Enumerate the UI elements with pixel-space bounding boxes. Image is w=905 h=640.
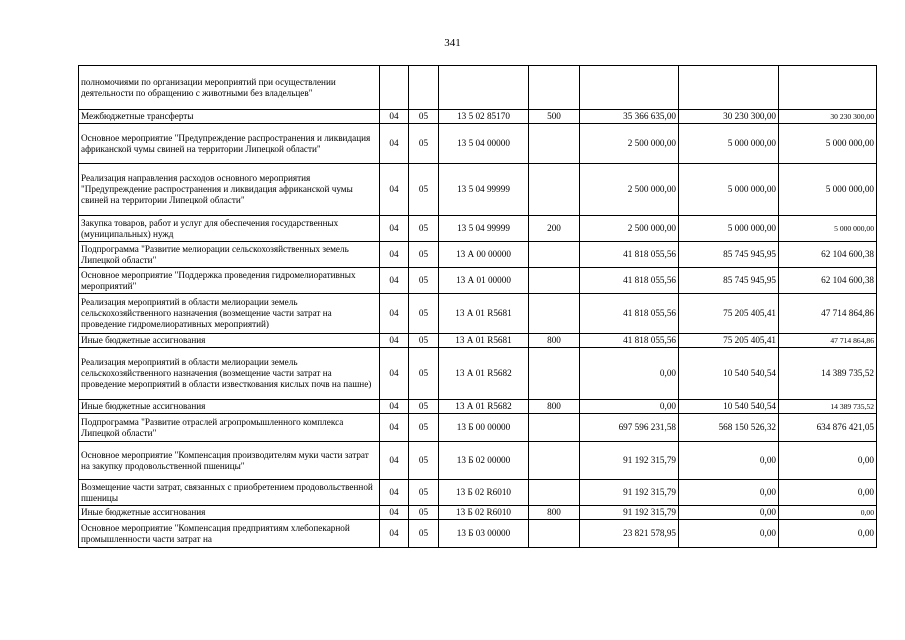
amount-year3-cell: 0,00 (779, 520, 877, 548)
amount-year1-cell: 41 818 055,56 (580, 334, 679, 348)
amount-year1-cell (580, 66, 679, 110)
subsection-code-cell: 05 (409, 110, 439, 124)
amount-year3-cell (779, 66, 877, 110)
table-row (79, 294, 877, 334)
amount-year2-cell: 85 745 945,95 (679, 242, 779, 268)
table-row (79, 242, 877, 268)
amount-year1-cell: 41 818 055,56 (580, 294, 679, 334)
amount-year1-cell: 0,00 (580, 348, 679, 400)
subsection-code-cell: 05 (409, 506, 439, 520)
amount-year1-cell: 23 821 578,95 (580, 520, 679, 548)
target-article-cell: 13 5 04 99999 (439, 216, 529, 242)
expense-type-cell: 200 (529, 216, 580, 242)
amount-year2-cell: 568 150 526,32 (679, 414, 779, 442)
section-code-cell: 04 (380, 242, 409, 268)
section-code-cell: 04 (380, 268, 409, 294)
target-article-cell: 13 5 04 00000 (439, 124, 529, 164)
table-body (79, 66, 877, 548)
target-article-cell: 13 Б 03 00000 (439, 520, 529, 548)
subsection-code-cell: 05 (409, 414, 439, 442)
expense-type-cell (529, 268, 580, 294)
amount-year1-cell: 35 366 635,00 (580, 110, 679, 124)
expense-name-cell: Реализация направления расходов основного мероприятия "Предупреждение распространения и ликвидация африканской чумы свиней на территории Липецкой области" (79, 164, 380, 216)
target-article-cell: 13 Б 02 R6010 (439, 480, 529, 506)
expense-name-cell: Подпрограмма "Развитие мелиорации сельскохозяйственных земель Липецкой области" (79, 242, 380, 268)
amount-year3-cell: 5 000 000,00 (779, 216, 877, 242)
subsection-code-cell: 05 (409, 268, 439, 294)
expense-type-cell: 800 (529, 506, 580, 520)
amount-year3-cell: 30 230 300,00 (779, 110, 877, 124)
section-code-cell: 04 (380, 480, 409, 506)
target-article-cell: 13 Б 02 R6010 (439, 506, 529, 520)
target-article-cell: 13 Б 00 00000 (439, 414, 529, 442)
subsection-code-cell: 05 (409, 294, 439, 334)
section-code-cell: 04 (380, 400, 409, 414)
amount-year3-cell: 634 876 421,05 (779, 414, 877, 442)
table-row (79, 480, 877, 506)
subsection-code-cell: 05 (409, 400, 439, 414)
subsection-code-cell: 05 (409, 334, 439, 348)
target-article-cell: 13 Б 02 00000 (439, 442, 529, 480)
amount-year2-cell: 0,00 (679, 480, 779, 506)
expense-name-cell: полномочиями по организации мероприятий при осуществлении деятельности по обращению с животными без владельцев" (79, 66, 380, 110)
table-row (79, 400, 877, 414)
expense-type-cell (529, 164, 580, 216)
table-row (79, 414, 877, 442)
section-code-cell: 04 (380, 164, 409, 216)
table-row (79, 506, 877, 520)
budget-table (78, 65, 877, 548)
amount-year2-cell: 75 205 405,41 (679, 334, 779, 348)
table-row (79, 348, 877, 400)
amount-year1-cell: 697 596 231,58 (580, 414, 679, 442)
amount-year3-cell: 5 000 000,00 (779, 124, 877, 164)
expense-name-cell: Закупка товаров, работ и услуг для обеспечения государственных (муниципальных) нужд (79, 216, 380, 242)
amount-year3-cell: 62 104 600,38 (779, 268, 877, 294)
expense-name-cell: Основное мероприятие "Предупреждение распространения и ликвидация африканской чумы свиней на территории Липецкой области" (79, 124, 380, 164)
subsection-code-cell: 05 (409, 242, 439, 268)
expense-type-cell: 800 (529, 334, 580, 348)
amount-year3-cell: 0,00 (779, 506, 877, 520)
subsection-code-cell: 05 (409, 164, 439, 216)
amount-year1-cell: 0,00 (580, 400, 679, 414)
target-article-cell: 13 А 01 R5681 (439, 334, 529, 348)
amount-year2-cell: 10 540 540,54 (679, 400, 779, 414)
amount-year1-cell: 2 500 000,00 (580, 216, 679, 242)
expense-name-cell: Иные бюджетные ассигнования (79, 506, 380, 520)
table-row (79, 268, 877, 294)
expense-type-cell (529, 124, 580, 164)
table-row (79, 66, 877, 110)
amount-year3-cell: 62 104 600,38 (779, 242, 877, 268)
amount-year2-cell: 0,00 (679, 442, 779, 480)
section-code-cell: 04 (380, 294, 409, 334)
amount-year1-cell: 41 818 055,56 (580, 268, 679, 294)
amount-year3-cell: 47 714 864,86 (779, 294, 877, 334)
expense-name-cell: Основное мероприятие "Поддержка проведения гидромелиоративных мероприятий" (79, 268, 380, 294)
table-row (79, 164, 877, 216)
target-article-cell: 13 А 01 R5682 (439, 348, 529, 400)
expense-type-cell (529, 414, 580, 442)
amount-year2-cell: 5 000 000,00 (679, 164, 779, 216)
amount-year2-cell: 85 745 945,95 (679, 268, 779, 294)
expense-name-cell: Реализация мероприятий в области мелиорации земель сельскохозяйственного назначения (возмещение части затрат на проведение гидромелиоративных мероприятий) (79, 294, 380, 334)
section-code-cell: 04 (380, 414, 409, 442)
section-code-cell: 04 (380, 124, 409, 164)
page-number: 341 (444, 37, 461, 49)
expense-name-cell: Межбюджетные трансферты (79, 110, 380, 124)
expense-name-cell: Основное мероприятие "Компенсация производителям муки части затрат на закупку продовольственной пшеницы" (79, 442, 380, 480)
amount-year2-cell: 10 540 540,54 (679, 348, 779, 400)
expense-type-cell (529, 520, 580, 548)
section-code-cell: 04 (380, 506, 409, 520)
target-article-cell: 13 А 01 00000 (439, 268, 529, 294)
target-article-cell: 13 5 04 99999 (439, 164, 529, 216)
amount-year3-cell: 0,00 (779, 480, 877, 506)
target-article-cell: 13 А 00 00000 (439, 242, 529, 268)
section-code-cell: 04 (380, 442, 409, 480)
target-article-cell: 13 А 01 R5682 (439, 400, 529, 414)
expense-name-cell: Иные бюджетные ассигнования (79, 400, 380, 414)
expense-type-cell (529, 294, 580, 334)
table-row (79, 520, 877, 548)
table-row (79, 124, 877, 164)
subsection-code-cell: 05 (409, 348, 439, 400)
section-code-cell (380, 66, 409, 110)
subsection-code-cell: 05 (409, 442, 439, 480)
table-row (79, 334, 877, 348)
amount-year2-cell: 0,00 (679, 520, 779, 548)
expense-type-cell: 800 (529, 400, 580, 414)
expense-name-cell: Основное мероприятие "Компенсация предприятиям хлебопекарной промышленности части затрат на (79, 520, 380, 548)
amount-year1-cell: 2 500 000,00 (580, 124, 679, 164)
expense-name-cell: Реализация мероприятий в области мелиорации земель сельскохозяйственного назначения (возмещение части затрат на проведение мероприятий в области известкования кислых почв на пашне) (79, 348, 380, 400)
amount-year1-cell: 91 192 315,79 (580, 442, 679, 480)
target-article-cell: 13 А 01 R5681 (439, 294, 529, 334)
expense-type-cell (529, 66, 580, 110)
subsection-code-cell (409, 66, 439, 110)
subsection-code-cell: 05 (409, 480, 439, 506)
section-code-cell: 04 (380, 334, 409, 348)
amount-year3-cell: 47 714 864,86 (779, 334, 877, 348)
expense-type-cell (529, 442, 580, 480)
table-row (79, 216, 877, 242)
subsection-code-cell: 05 (409, 520, 439, 548)
expense-name-cell: Иные бюджетные ассигнования (79, 334, 380, 348)
subsection-code-cell: 05 (409, 124, 439, 164)
expense-type-cell (529, 348, 580, 400)
amount-year2-cell: 5 000 000,00 (679, 124, 779, 164)
amount-year2-cell: 0,00 (679, 506, 779, 520)
expense-type-cell (529, 242, 580, 268)
section-code-cell: 04 (380, 216, 409, 242)
section-code-cell: 04 (380, 520, 409, 548)
amount-year2-cell (679, 66, 779, 110)
amount-year3-cell: 14 389 735,52 (779, 400, 877, 414)
amount-year2-cell: 5 000 000,00 (679, 216, 779, 242)
expense-type-cell (529, 480, 580, 506)
table-row (79, 110, 877, 124)
amount-year3-cell: 0,00 (779, 442, 877, 480)
section-code-cell: 04 (380, 110, 409, 124)
expense-name-cell: Подпрограмма "Развитие отраслей агропромышленного комплекса Липецкой области" (79, 414, 380, 442)
amount-year2-cell: 75 205 405,41 (679, 294, 779, 334)
amount-year1-cell: 2 500 000,00 (580, 164, 679, 216)
expense-type-cell: 500 (529, 110, 580, 124)
amount-year3-cell: 5 000 000,00 (779, 164, 877, 216)
table-row (79, 442, 877, 480)
section-code-cell: 04 (380, 348, 409, 400)
amount-year1-cell: 91 192 315,79 (580, 506, 679, 520)
target-article-cell (439, 66, 529, 110)
target-article-cell: 13 5 02 85170 (439, 110, 529, 124)
subsection-code-cell: 05 (409, 216, 439, 242)
amount-year1-cell: 41 818 055,56 (580, 242, 679, 268)
amount-year1-cell: 91 192 315,79 (580, 480, 679, 506)
amount-year3-cell: 14 389 735,52 (779, 348, 877, 400)
amount-year2-cell: 30 230 300,00 (679, 110, 779, 124)
expense-name-cell: Возмещение части затрат, связанных с приобретением продовольственной пшеницы (79, 480, 380, 506)
